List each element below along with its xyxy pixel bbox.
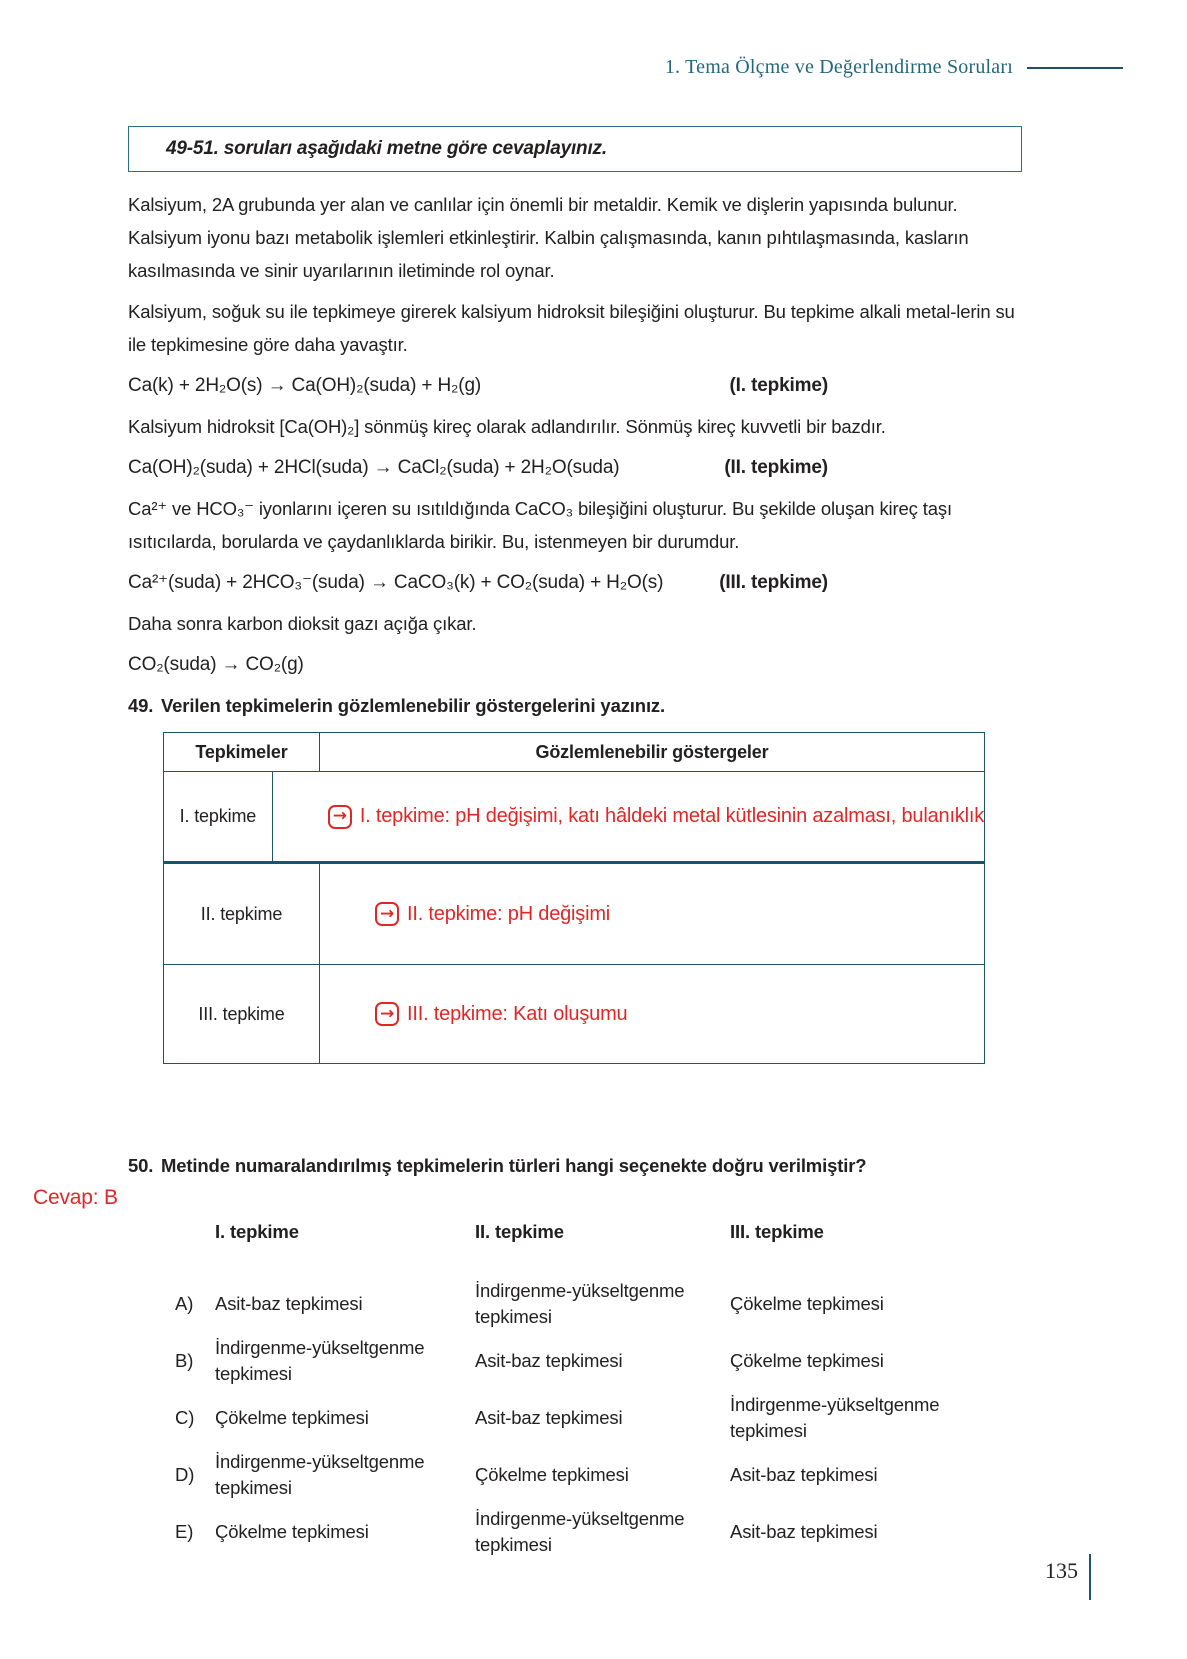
options-column-1-header: I. tepkime <box>215 1221 299 1242</box>
option-b-cell-1: İndirgenme-yükseltgenme tepkimesi <box>215 1336 425 1384</box>
table-row-reaction-3 <box>164 965 984 1063</box>
table-row-reaction-2 <box>164 864 984 965</box>
table-header-indicators: Gözlemlenebilir göstergeler <box>535 741 769 762</box>
question-49-number: 49. <box>128 695 154 716</box>
option-a-cell-3: Çökelme tepkimesi <box>730 1292 884 1314</box>
footer-rule-divider <box>1089 1554 1091 1600</box>
page-header-title: 1. Tema Ölçme ve Değerlendirme Soruları <box>664 56 1013 78</box>
answer-cell-3 <box>320 965 984 1063</box>
page-number: 135 <box>1045 1558 1078 1583</box>
option-e-cell-1: Çökelme tepkimesi <box>215 1520 369 1542</box>
option-row-e <box>175 1503 1022 1560</box>
arrow-right-icon: → <box>375 902 399 926</box>
question-50-number: 50. <box>128 1155 154 1176</box>
reaction-cell-1: I. tepkime <box>164 772 273 861</box>
equation-row-4 <box>128 648 828 681</box>
answer-cell-2 <box>320 864 984 964</box>
main-content <box>128 188 1022 1560</box>
options-column-3-header: III. tepkime <box>730 1221 824 1242</box>
question-49-heading <box>128 689 1022 722</box>
question-50-options <box>175 1219 1022 1560</box>
reaction-cell-3: III. tepkime <box>164 965 320 1063</box>
arrow-right-icon: → <box>328 805 352 829</box>
passage-paragraph-3: Kalsiyum hidroksit [Ca(OH)₂] sönmüş kireç olarak adlandırılır. Sönmüş kireç kuvvetli bir bazdır. <box>128 416 886 437</box>
chemical-equation-3: Ca²⁺(suda) + 2HCO₃⁻(suda) → CaCO₃(k) + CO₂(suda) + H₂O(s) <box>128 572 664 593</box>
option-row-a <box>175 1275 1022 1332</box>
equation-row-1 <box>128 369 828 402</box>
option-c-cell-1: Çökelme tepkimesi <box>215 1406 369 1428</box>
instruction-box <box>128 126 1022 172</box>
options-column-2-header: II. tepkime <box>475 1221 564 1242</box>
option-d-cell-3: Asit-baz tepkimesi <box>730 1463 878 1485</box>
option-e-cell-2: İndirgenme-yükseltgenme tepkimesi <box>475 1507 685 1555</box>
chemical-equation-2: Ca(OH)₂(suda) + 2HCl(suda) → CaCl₂(suda) + 2H₂O(suda) <box>128 457 620 478</box>
handwritten-answer-2: II. tepkime: pH değişimi <box>407 902 611 925</box>
reaction-cell-2: II. tepkime <box>164 864 320 964</box>
option-a-cell-1: Asit-baz tepkimesi <box>215 1292 363 1314</box>
option-a-cell-2: İndirgenme-yükseltgenme tepkimesi <box>475 1279 685 1327</box>
option-letter-e: E) <box>175 1520 194 1542</box>
options-header-row <box>175 1219 1022 1245</box>
option-row-b <box>175 1332 1022 1389</box>
option-letter-b: B) <box>175 1349 194 1371</box>
equation-label-2: (II. tepkime) <box>724 457 828 478</box>
handwritten-answer-3: III. tepkime: Katı oluşumu <box>407 1002 628 1025</box>
equation-label-1: (I. tepkime) <box>729 375 828 396</box>
page-header <box>665 56 1123 79</box>
answer-key-note: Cevap: B <box>33 1186 118 1209</box>
passage-paragraph-1: Kalsiyum, 2A grubunda yer alan ve canlılar için önemli bir metaldir. Kemik ve dişlerin yapısında bulunur. Kalsiyum iyonu bazı metabolik işlemleri etkinleştirir. Kalbin çalışmasında, kanın pıhtılaşmasında, kasların kasılmasında ve sinir uyarılarının iletiminde rol oynar. <box>128 194 969 281</box>
option-d-cell-2: Çökelme tepkimesi <box>475 1463 629 1485</box>
chemical-equation-1: Ca(k) + 2H₂O(s) → Ca(OH)₂(suda) + H₂(g) <box>128 375 482 396</box>
equation-row-3 <box>128 566 828 599</box>
arrow-right-icon: → <box>375 1002 399 1026</box>
question-49-answers-table <box>163 732 985 1064</box>
handwritten-answer-1: I. tepkime: pH değişimi, katı hâldeki metal kütlesinin azalması, bulanıklık <box>359 805 984 827</box>
question-50-heading <box>128 1149 1022 1182</box>
table-header-reactions: Tepkimeler <box>164 733 320 771</box>
equation-label-3: (III. tepkime) <box>719 572 828 593</box>
option-letter-c: C) <box>175 1406 195 1428</box>
passage-paragraph-2: Kalsiyum, soğuk su ile tepkimeye girerek kalsiyum hidroksit bileşiğini oluşturur. Bu tepkime alkali metal-lerin su ile tepkimesine göre daha yavaştır. <box>128 301 1015 355</box>
passage-paragraph-5: Daha sonra karbon dioksit gazı açığa çıkar. <box>128 613 477 634</box>
table-row-reaction-1 <box>164 772 984 864</box>
option-b-cell-3: Çökelme tepkimesi <box>730 1349 884 1371</box>
header-rule-divider <box>1027 67 1123 69</box>
instruction-text: 49-51. soruları aşağıdaki metne göre cevaplayınız. <box>166 138 607 159</box>
option-letter-a: A) <box>175 1292 194 1314</box>
equation-row-2 <box>128 451 828 484</box>
option-d-cell-1: İndirgenme-yükseltgenme tepkimesi <box>215 1450 425 1498</box>
option-letter-d: D) <box>175 1463 195 1485</box>
question-50-text: Metinde numaralandırılmış tepkimelerin türleri hangi seçenekte doğru verilmiştir? <box>161 1155 867 1176</box>
passage-paragraph-4: Ca²⁺ ve HCO₃⁻ iyonlarını içeren su ısıtıldığında CaCO₃ bileşiğini oluşturur. Bu şekilde oluşan kireç taşı ısıtıcılarda, borularda ve çaydanlıklarda birikir. Bu, istenmeyen bir durumdur. <box>128 498 952 552</box>
option-row-d <box>175 1446 1022 1503</box>
question-49-text: Verilen tepkimelerin gözlemlenebilir göstergelerini yazınız. <box>161 695 666 716</box>
option-b-cell-2: Asit-baz tepkimesi <box>475 1349 623 1371</box>
option-e-cell-3: Asit-baz tepkimesi <box>730 1520 878 1542</box>
chemical-equation-4: CO₂(suda) → CO₂(g) <box>128 654 304 675</box>
answers-table-header-row <box>164 733 984 772</box>
option-c-cell-2: Asit-baz tepkimesi <box>475 1406 623 1428</box>
answer-cell-1 <box>273 772 984 861</box>
option-row-c <box>175 1389 1022 1446</box>
option-c-cell-3: İndirgenme-yükseltgenme tepkimesi <box>730 1393 940 1441</box>
